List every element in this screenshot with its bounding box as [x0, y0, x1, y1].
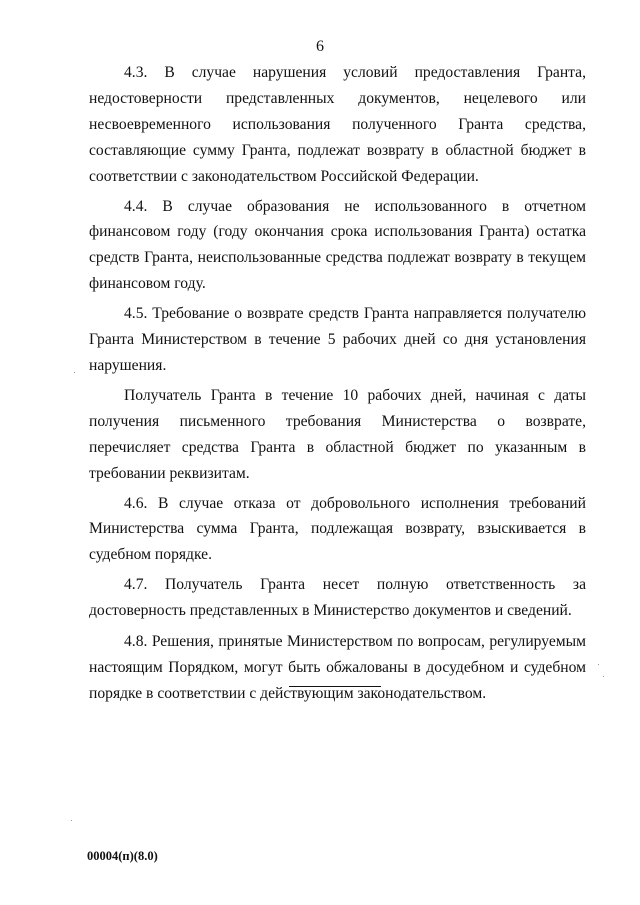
paragraph-4-4: 4.4. В случае образования не использованного в отчетном финансовом году (году окончания срока использования Гранта) остатка средств Гранта, неиспользованные средства подлежат возврату в текущем финансовом году.	[89, 197, 586, 293]
scan-speck	[598, 664, 599, 665]
closing-divider-line	[289, 686, 381, 687]
scan-speck	[71, 820, 72, 821]
paragraph-4-3: 4.3. В случае нарушения условий предоставления Гранта, недостоверности представленных документов, нецелевого или несвоевременного использования полученного Гранта средства, составляющие сумму Гранта, подлежат возврату в областной бюджет в соответствии с законодательством Российской Федерации.	[89, 64, 586, 185]
scan-speck	[603, 676, 604, 677]
paragraph-4-5-continuation: Получатель Гранта в течение 10 рабочих дней, начиная с даты получения письменного требования Министерства о возврате, перечисляет средства Гранта в областной бюджет по указанным в требовании реквизитам.	[89, 386, 586, 482]
paragraph-4-5: 4.5. Требование о возврате средств Гранта направляется получателю Гранта Министерством в течение 5 рабочих дней со дня установления нарушения.	[89, 305, 586, 374]
footer-document-code: 00004(п)(8.0)	[87, 849, 158, 863]
paragraph-4-6: 4.6. В случае отказа от добровольного исполнения требований Министерства сумма Гранта, подлежащая возврату, взыскивается в судебном порядке.	[89, 494, 586, 564]
scan-speck	[74, 372, 75, 373]
paragraph-4-7: 4.7. Получатель Гранта несет полную ответственность за достоверность представленных в Министерство документов и сведений.	[89, 576, 586, 620]
paragraph-4-8: 4.8. Решения, принятые Министерством по вопросам, регулируемым настоящим Порядком, могут быть обжалованы в досудебном и судебном порядке в соответствии с действующим законодательством.	[89, 633, 586, 702]
page-number: 6	[316, 38, 324, 55]
document-body	[89, 60, 586, 711]
